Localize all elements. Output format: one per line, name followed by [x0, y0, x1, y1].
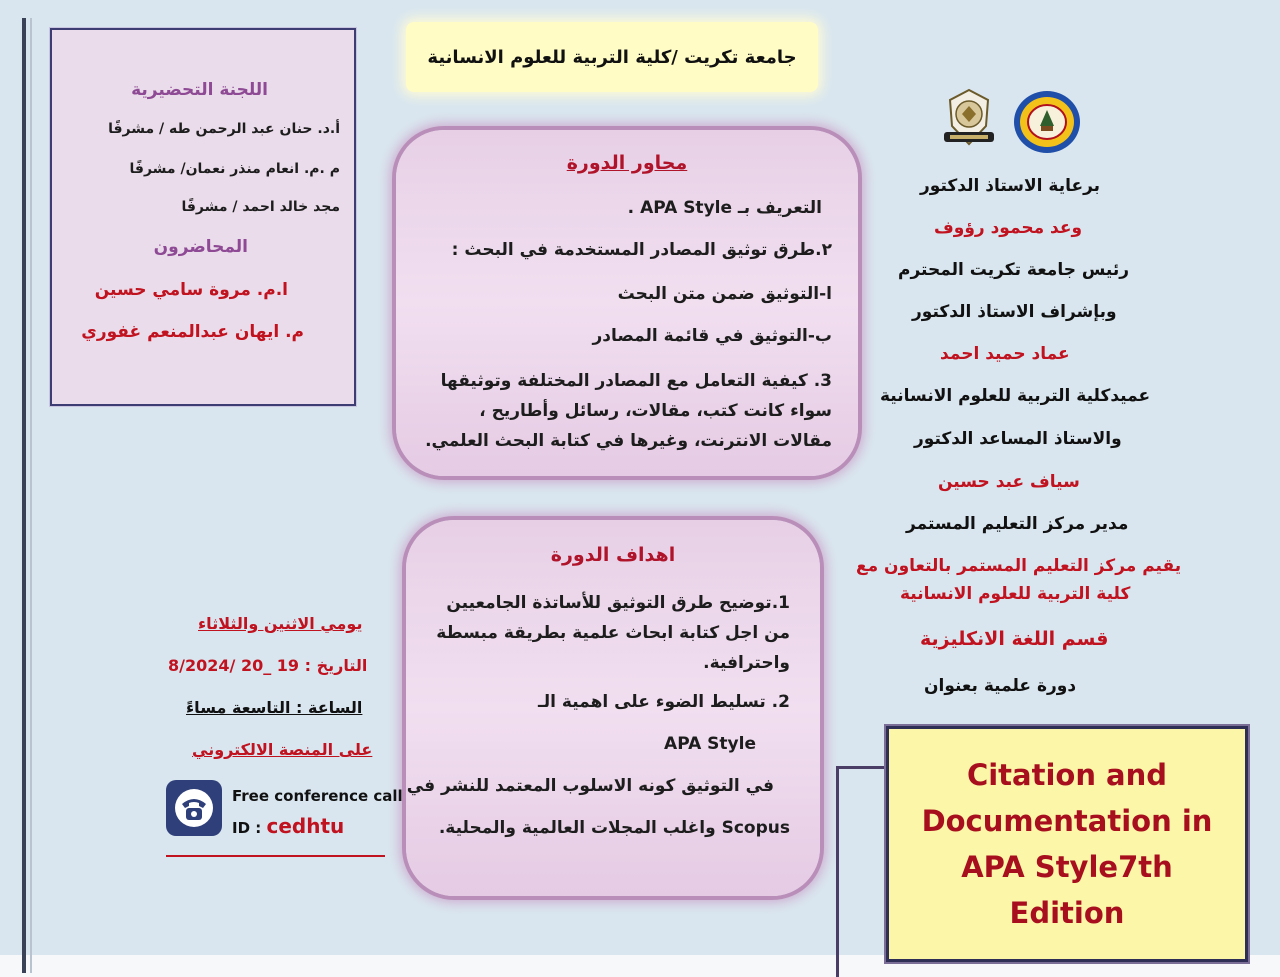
organizer-line: يقيم مركز التعليم المستمر بالتعاون مع — [856, 556, 1182, 576]
patronage-line: برعاية الاستاذ الدكتور — [920, 176, 1101, 196]
committee-member: مجد خالد احمد / مشرفًا — [181, 199, 340, 215]
goals-title: اهداف الدورة — [550, 544, 676, 566]
patronage-line: مدير مركز التعليم المستمر — [906, 514, 1129, 534]
axes-item-3: 3. كيفية التعامل مع المصادر المختلفة وتوثيقها سواء كانت كتب، مقالات، رسائل وأطاريح ، مقالات الانترنت، وغيرها في كتابة البحث العلمي. — [425, 371, 832, 451]
schedule-date: التاريخ : 19 _20 /8/2024 — [168, 656, 368, 675]
schedule-platform: على المنصة الالكتروني — [192, 740, 373, 759]
university-seal-logo — [936, 86, 1002, 152]
patronage-line: وبإشراف الاستاذ الدكتور — [912, 302, 1117, 322]
president-name: وعد محمود رؤوف — [934, 218, 1083, 238]
department-name: قسم اللغة الانكليزية — [920, 628, 1109, 650]
course-intro: دورة علمية بعنوان — [924, 676, 1077, 696]
course-title: Citation and Documentation in APA Style7th Edition — [921, 758, 1213, 930]
college-emblem-logo — [1012, 90, 1082, 154]
axes-item: ا-التوثيق ضمن متن البحث — [617, 284, 832, 304]
header-banner — [406, 22, 818, 92]
organizer-line: كلية التربية للعلوم الانسانية — [900, 584, 1131, 604]
conference-id-value: cedhtu — [266, 814, 345, 838]
left-border-rule-light — [30, 18, 32, 973]
committee-box — [50, 28, 356, 406]
lecturer-name: م. ايهان عبدالمنعم غفوري — [81, 322, 304, 342]
course-axes-box — [396, 130, 858, 476]
goals-item-1: 1.توضيح طرق التوثيق للأساتذة الجامعيين من اجل كتابة ابحاث علمية بطريقة مبسطة واحترافية. — [436, 593, 790, 673]
patronage-line: عميدكلية التربية للعلوم الانسانية — [880, 386, 1151, 406]
committee-heading: اللجنة التحضيرية — [131, 80, 268, 100]
axes-item: التعريف بـ APA Style . — [627, 198, 822, 218]
axes-title: محاور الدورة — [566, 152, 688, 174]
conference-id-prefix: ID : — [232, 819, 262, 837]
axes-item: ٢.طرق توثيق المصادر المستخدمة في البحث : — [451, 240, 832, 260]
header-title: جامعة تكريت /كلية التربية للعلوم الانسانية — [427, 46, 797, 68]
goals-item-2: 2. تسليط الضوء على اهمية الـ — [537, 692, 790, 712]
schedule-time: الساعة : التاسعة مساءً — [186, 698, 363, 717]
goals-apa: APA Style — [664, 734, 756, 754]
connector-line-vertical — [836, 766, 839, 977]
conference-call-id — [232, 814, 344, 838]
dean-name: عماد حميد احمد — [940, 344, 1070, 364]
connector-line — [838, 766, 886, 769]
course-goals-box — [406, 520, 820, 896]
course-title-box — [886, 726, 1248, 962]
left-border-rule — [22, 18, 26, 973]
lecturer-name: ا.م. مروة سامي حسين — [94, 280, 288, 300]
call-divider — [166, 855, 385, 857]
schedule-days: يومي الاثنين والثلاثاء — [198, 614, 363, 633]
goals-line: Scopus واغلب المجلات العالمية والمحلية. — [438, 818, 790, 838]
axes-item: ب-التوثيق في قائمة المصادر — [592, 326, 832, 346]
patronage-line: والاستاذ المساعد الدكتور — [914, 429, 1122, 449]
goals-line: في التوثيق كونه الاسلوب المعتمد للنشر في — [406, 776, 774, 796]
conference-call-label: Free conference call — [232, 787, 403, 805]
lecturers-heading: المحاضرون — [153, 237, 248, 257]
committee-member: م .م. انعام منذر نعمان/ مشرفًا — [129, 161, 340, 177]
committee-member: أ.د. حنان عبد الرحمن طه / مشرفًا — [108, 121, 340, 137]
patronage-line: رئيس جامعة تكريت المحترم — [898, 260, 1130, 280]
director-name: سياف عبد حسين — [938, 472, 1080, 492]
phone-icon — [166, 780, 222, 836]
